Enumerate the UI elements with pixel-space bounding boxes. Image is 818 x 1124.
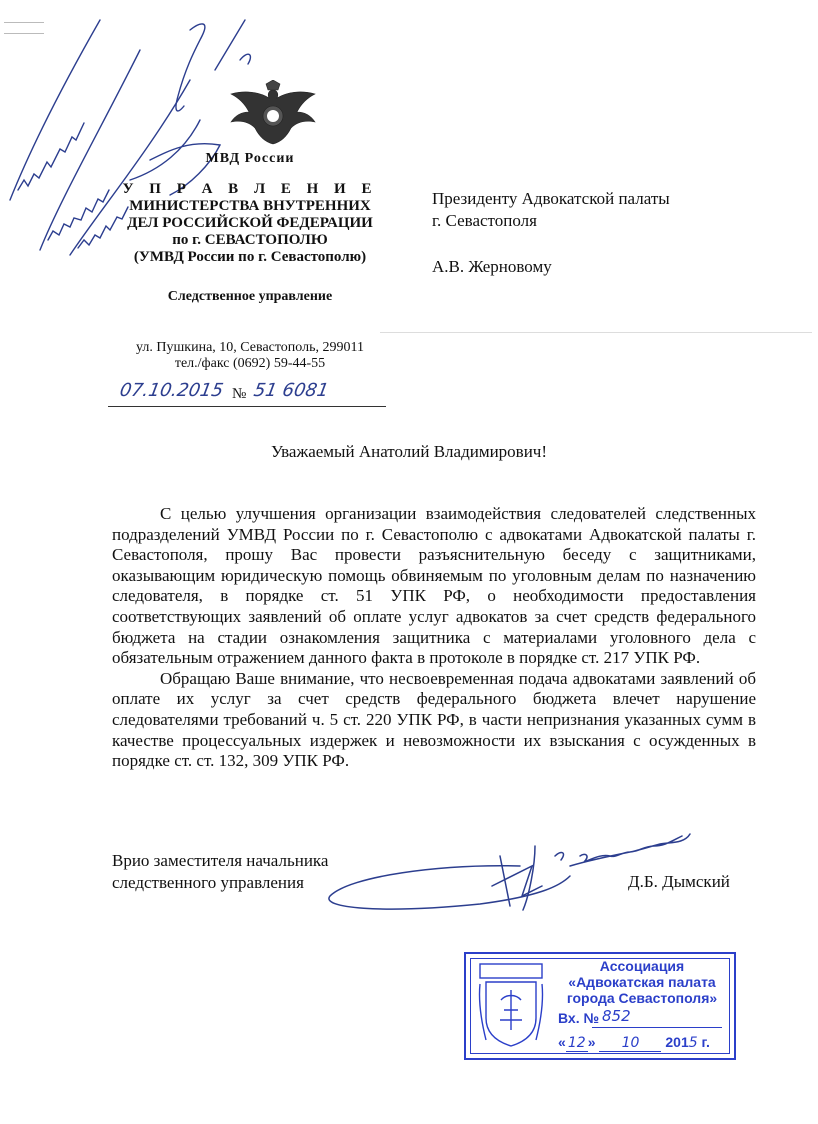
stamp-incoming-number: 852: [602, 1007, 631, 1025]
stamp-date-year-label: г.: [701, 1034, 710, 1050]
recipient-name: А.В. Жерновому: [432, 257, 552, 276]
letter-body: [112, 504, 756, 772]
body-paragraph-2: Обращаю Ваше внимание, что несвоевременная подача адвокатами заявлений об оплате их услуг за счет средств федерального бюджета влечет нарушение следователями требований ч. 5 ст. 220 УПК РФ, в части непризнания указанных сумм в качестве процессуальных издержек и невозможности их взыскания с осужденных в порядке ст. ст. 132, 309 УПК РФ.: [112, 668, 756, 771]
signatory-title-line-2: следственного управления: [112, 873, 304, 892]
stamp-date-year-prefix: 201: [665, 1034, 689, 1050]
stamp-date-month: 10: [599, 1035, 661, 1052]
recipient-line-1: Президенту Адвокатской палаты: [432, 189, 670, 208]
signatory-title-line-1: Врио заместителя начальника: [112, 851, 329, 870]
recipient-line-2: г. Севастополя: [432, 211, 537, 230]
address-line-1: ул. Пушкина, 10, Севастополь, 299011: [136, 340, 364, 355]
fold-line: [380, 332, 812, 333]
signatory-name: Д.Б. Дымский: [628, 872, 730, 891]
greeting: Уважаемый Анатолий Владимирович!: [270, 442, 548, 461]
stamp-org-line-2: «Адвокатская палата: [568, 974, 716, 990]
org-line-3: ДЕЛ РОССИЙСКОЙ ФЕДЕРАЦИИ: [127, 215, 373, 231]
address-line-2: тел./факс (0692) 59-44-55: [174, 356, 326, 371]
org-line-5: (УМВД России по г. Севастополю): [133, 249, 367, 265]
body-paragraph-1: С целью улучшения организации взаимодействия следователей следственных подразделений УМВД России по г. Севастополю с адвокатами Адвокатской палаты г. Севастополя, прошу Вас провести разъяснительную беседу с защитниками, оказывающим юридическую помощь обвиняемым по уголовным делам по назначению следователя, в порядке ст. 51 УПК РФ, о необходимости предоставления соответствующих заявлений об оплате услуг адвокатов за счет средств федерального бюджета на стадии ознакомления защитника с материалами уголовного дела с обязательным отражением данного факта в протоколе в порядке ст. 217 УПК РФ.: [112, 504, 756, 668]
org-line-2: МИНИСТЕРСТВА ВНУТРЕННИХ: [129, 198, 371, 214]
letterhead: [100, 150, 400, 305]
department-name: Следственное управление: [167, 289, 333, 304]
stamp-org-line-1: Ассоциация: [599, 958, 685, 974]
stamp-date-day: 12: [566, 1035, 588, 1052]
incoming-registration-stamp: [464, 952, 736, 1060]
stamp-incoming-label: Вх. №: [558, 1010, 600, 1026]
signatory-title: [112, 850, 328, 894]
bar-association-emblem: [476, 960, 546, 1050]
stamp-org-line-3: города Севастополя»: [566, 990, 718, 1006]
stamp-date-year-suffix: 5: [688, 1035, 698, 1051]
registration-number: 51 6081: [252, 380, 331, 401]
registration-number-label: №: [232, 386, 247, 402]
org-line-1: У П Р А В Л Е Н И Е: [122, 181, 378, 197]
agency-name: МВД России: [205, 151, 295, 166]
stamp-organization: [554, 958, 730, 1006]
registration-date: 07.10.2015: [118, 380, 225, 401]
recipient-block: [432, 188, 670, 278]
stamp-date: « 12 » 10 2015 г.: [558, 1034, 710, 1051]
org-line-4: по г. СЕВАСТОПОЛЮ: [172, 232, 328, 248]
double-headed-eagle-emblem: [226, 80, 320, 152]
sender-address: [110, 340, 390, 372]
